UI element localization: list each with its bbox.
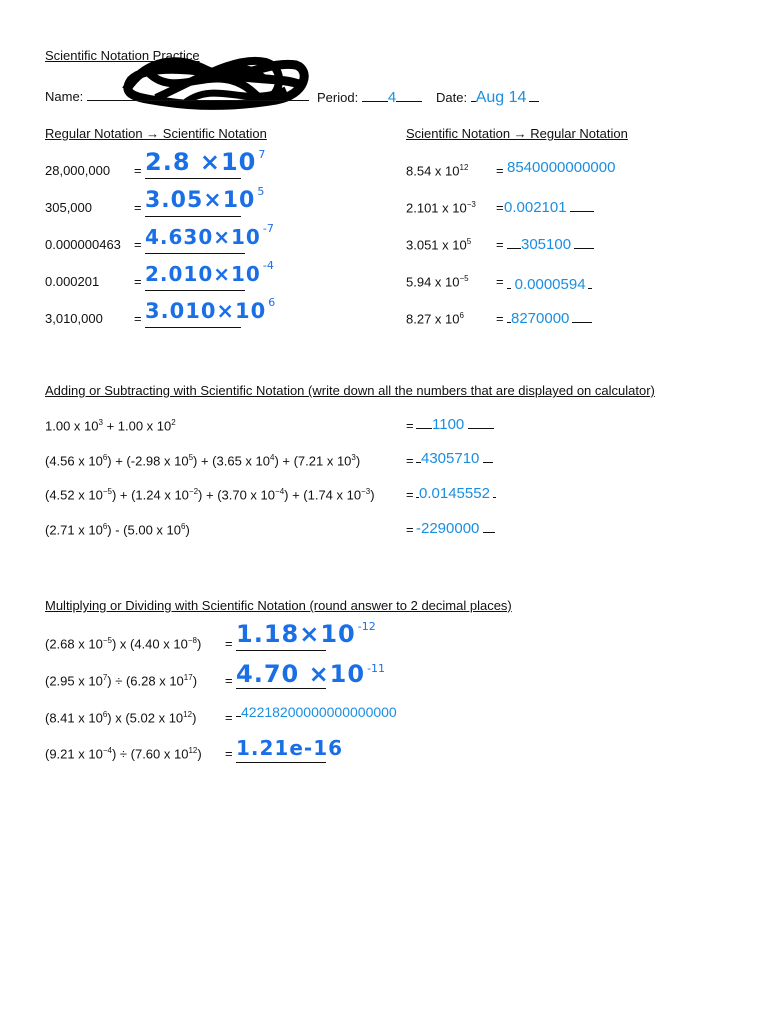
equals-sign: = (496, 274, 504, 289)
period-answer: 4 (387, 89, 397, 106)
answer-coefficient: 3.05×10 (145, 188, 256, 213)
equals-sign: = (406, 522, 414, 537)
base: 5.94 x 10 (406, 274, 460, 290)
equals-sign: = (134, 237, 142, 252)
typed-answer: 4305710 (421, 450, 480, 467)
typed-answer-wrap (236, 704, 397, 720)
right-question-4 (406, 274, 469, 289)
answer-value: 1.21e-16 (236, 736, 344, 760)
equals-sign: = (134, 200, 142, 215)
handwritten-answer (236, 660, 386, 689)
answer-coefficient: 2.010×10 (145, 262, 261, 286)
equals-sign: = (134, 163, 142, 178)
left-question-3: 0.000000463 (45, 237, 121, 252)
typed-answer: 0.0145552 (419, 485, 490, 502)
answer-blank (588, 287, 592, 289)
exponent: −5 (459, 274, 469, 283)
answer-blank (570, 210, 594, 212)
period-field (317, 89, 422, 106)
typed-answer-wrap (416, 450, 493, 467)
typed-answer-wrap (507, 236, 594, 253)
section2-heading: Adding or Subtracting with Scientific Notation (write down all the numbers that are displayed on calculator) (45, 383, 655, 398)
typed-answer: 42218200000000000000 (241, 704, 397, 720)
right-question-5 (406, 311, 464, 326)
typed-answer: -2290000 (416, 520, 480, 537)
equals-sign: = (496, 163, 504, 178)
answer-exponent: -4 (262, 259, 274, 272)
mult-question-1: (2.68 x $10^{-5}$) x (4.40 x $10^{-8}$) (45, 636, 202, 652)
answer-exponent: -12 (357, 620, 376, 633)
answer-blank (572, 321, 592, 323)
equals-sign: = (406, 453, 414, 468)
name-field (45, 89, 309, 104)
add-question-4: (2.71 x $10^6) - (5.00$ x $10^6$) (45, 522, 190, 538)
typed-answer-wrap (416, 416, 494, 433)
typed-answer-wrap (504, 199, 594, 216)
typed-answer-wrap (416, 485, 496, 502)
equals-sign: = (225, 673, 233, 688)
typed-answer-wrap (507, 310, 592, 327)
equals-sign: = (406, 418, 414, 433)
equals-sign: = (496, 237, 504, 252)
answer-exponent: 6 (268, 296, 276, 309)
answer-exponent: 7 (258, 148, 266, 161)
answer-coefficient: 4.70 ×10 (236, 660, 366, 688)
exponent: 6 (459, 311, 464, 320)
handwritten-answer (145, 259, 274, 291)
equals-sign: = (225, 746, 233, 761)
name-label: Name: (45, 89, 84, 104)
name-blank (87, 99, 309, 101)
mult-question-3: (8.41 x $10^6$) x (5.02 x $10^{12}$) (45, 710, 197, 726)
date-blank-right (529, 100, 539, 102)
answer-exponent: 5 (257, 185, 265, 198)
page-title: Scientific Notation Practice (45, 48, 200, 63)
typed-answer: 8540000000000 (507, 159, 616, 176)
date-label: Date: (436, 90, 468, 105)
equals-sign: = (134, 311, 142, 326)
mult-question-2: (2.95 x $10^7) \div (6.28$ x $10^{17}$) (45, 673, 198, 689)
typed-answer-wrap (416, 520, 495, 537)
answer-blank (574, 247, 594, 249)
equals-sign: = (225, 636, 233, 651)
base: 8.54 x 10 (406, 163, 460, 179)
answer-exponent: -7 (262, 222, 274, 235)
mult-question-4: (9.21 x $10^{-4}) \div (7.60$ x $10^{12}$) (45, 746, 202, 762)
typed-answer-wrap (507, 276, 592, 293)
answer-blank (483, 461, 493, 463)
answer-exponent: -11 (367, 662, 386, 675)
answer-coefficient: 4.630×10 (145, 225, 261, 249)
typed-answer: 0.002101 (504, 199, 567, 216)
exponent: 5 (466, 237, 472, 246)
handwritten-answer (145, 185, 265, 217)
answer-coefficient: 2.8 ×10 (145, 148, 257, 176)
left-question-1: 28,000,000 (45, 163, 111, 178)
section1-right-heading: Scientific Notation → Regular Notation (406, 126, 628, 141)
period-label: Period: (317, 90, 359, 105)
right-question-3 (406, 237, 471, 252)
answer-coefficient: 1.18×10 (236, 620, 356, 648)
handwritten-answer (236, 736, 344, 763)
left-question-5: 3,010,000 (45, 311, 103, 326)
typed-answer: 1100 (432, 416, 465, 433)
section1-left-heading: Regular Notation → Scientific Notation (45, 126, 267, 141)
add-question-1: 1.00 x $10^3 + 1.00$ x $10^2$ (45, 418, 176, 434)
date-field (436, 89, 539, 107)
exponent: 12 (459, 163, 469, 172)
right-question-1 (406, 163, 468, 178)
typed-answer: 305100 (521, 236, 572, 253)
exponent: −3 (466, 200, 476, 209)
answer-blank (483, 531, 495, 533)
equals-sign: = (496, 311, 504, 326)
base: 3.051 x 10 (406, 237, 467, 253)
right-question-2 (406, 200, 476, 215)
typed-answer: 8270000 (511, 310, 570, 327)
handwritten-answer (145, 222, 274, 254)
answer-blank (468, 427, 494, 429)
answer-blank (507, 287, 511, 289)
answer-blank (416, 427, 432, 429)
equals-sign: = (134, 274, 142, 289)
answer-blank (507, 247, 521, 249)
equals-sign: = (225, 710, 233, 725)
left-question-4: 0.000201 (45, 274, 100, 289)
handwritten-answer (236, 620, 376, 651)
add-question-3: (4.52 x $10^{-5}) + (1.24$ x $10^{-2}) + (3.70$ x $10^{-4}) + (1.74$ x $10^{-3}$) (45, 487, 375, 503)
date-answer: Aug 14 (475, 89, 527, 106)
handwritten-answer (145, 148, 266, 179)
add-question-2: (4.56 x $10^6) + (-2.98$ x $10^5) + (3.65$ x $10^4) + (7.21$ x $10^3$) (45, 453, 361, 469)
period-blank-right (396, 100, 422, 102)
equals-sign: = (406, 487, 414, 502)
answer-coefficient: 3.010×10 (145, 299, 267, 323)
base: 8.27 x 10 (406, 311, 460, 327)
typed-answer: 0.0000594 (514, 276, 586, 293)
section3-heading: Multiplying or Dividing with Scientific Notation (round answer to 2 decimal places) (45, 598, 512, 613)
handwritten-answer (145, 296, 276, 328)
equals-sign: = (496, 200, 504, 215)
period-blank-left (362, 100, 388, 102)
answer-blank (493, 496, 496, 498)
left-question-2: 305,000 (45, 200, 92, 215)
base: 2.101 x 10 (406, 200, 467, 216)
